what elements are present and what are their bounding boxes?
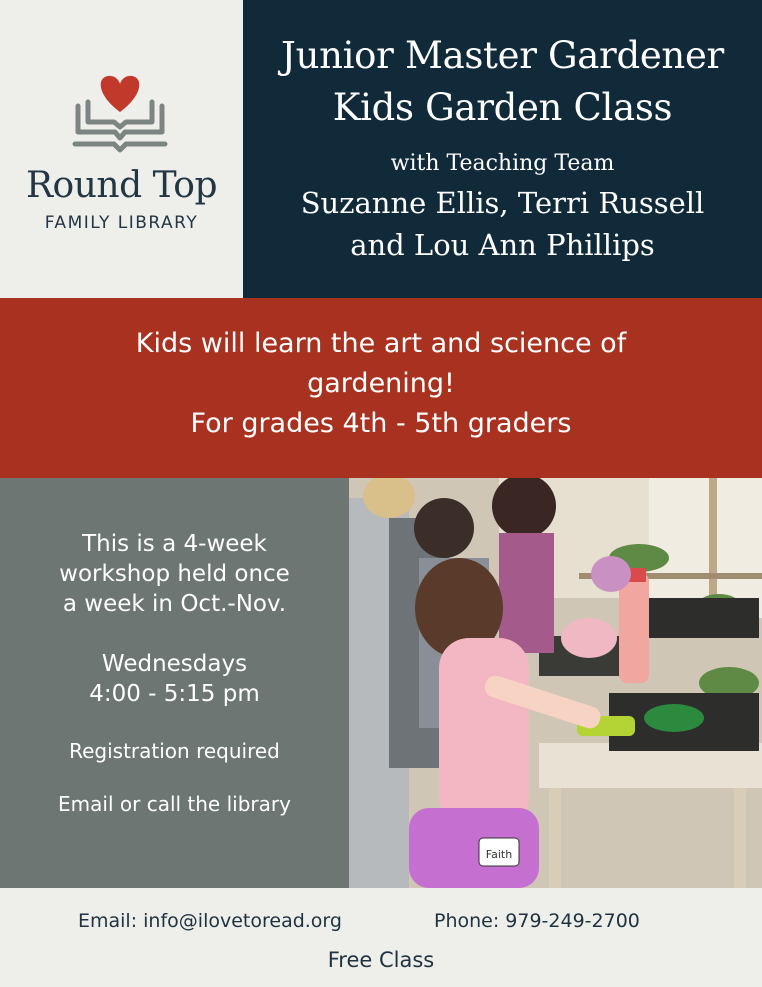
contact-note: Email or call the library [58,792,291,816]
teaching-team-names-line1: Suzanne Ellis, Terri Russell [300,186,705,220]
library-subtitle: FAMILY LIBRARY [44,213,199,233]
title-panel [243,0,762,298]
grades-line: For grades 4th - 5th graders [190,408,572,439]
class-title-line1: Junior Master Gardener [281,34,724,77]
workshop-line1: This is a 4-week [82,531,267,557]
photo-illustration [349,478,762,888]
logo-panel [0,0,243,298]
teaching-team-label: with Teaching Team [390,151,615,176]
registration-note: Registration required [69,739,280,763]
description-line1: Kids will learn the art and science of [135,328,627,359]
footer [0,888,762,987]
time-label: 4:00 - 5:15 pm [89,681,260,707]
name-tag-label: Faith [485,848,513,861]
contact-phone: Phone: 979-249-2700 [434,910,640,932]
library-logo-icon [70,72,170,156]
description-banner [0,298,762,478]
teaching-team-names-line2: and Lou Ann Phillips [350,228,655,262]
workshop-line3: a week in Oct.-Nov. [62,591,287,617]
day-label: Wednesdays [101,651,248,677]
free-class-label: Free Class [327,948,435,972]
library-name: Round Top [25,165,218,206]
details-panel [0,478,349,888]
workshop-line2: workshop held once [59,561,290,587]
heart-icon [101,76,140,112]
contact-email: Email: info@ilovetoread.org [78,910,342,932]
description-line2: gardening! [307,368,455,399]
class-title-line2: Kids Garden Class [332,86,673,129]
garden-class-photo [349,478,762,888]
